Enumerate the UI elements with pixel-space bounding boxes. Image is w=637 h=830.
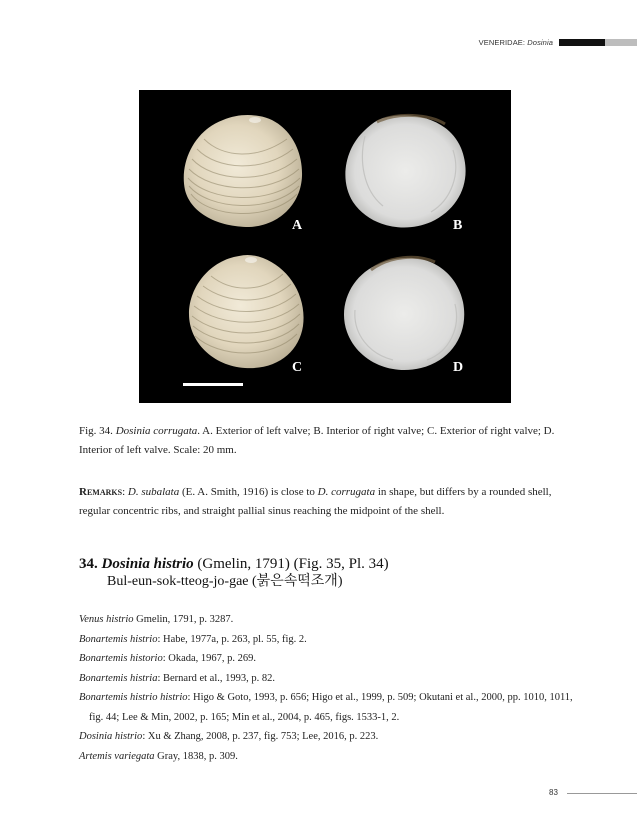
panel-label-a: A [292, 218, 303, 233]
synonym-entry: Venus histrio Gmelin, 1791, p. 3287. [79, 614, 234, 625]
synonym-entry: Bonartemis histria: Bernard et al., 1993, p. 82. [79, 672, 275, 684]
running-header-text: VENERIDAE: Dosinia [478, 37, 553, 47]
synonym-entry: Dosinia histrio: Xu & Zhang, 2008, p. 237, fig. 753; Lee, 2016, p. 223. [79, 731, 379, 742]
synonym-entry: Bonartemis histrio: Habe, 1977a, p. 263, pl. 55, fig. 2. [79, 633, 307, 645]
header-bar-gray [605, 39, 637, 46]
remarks-paragraph: Remarks: D. subalata (E. A. Smith, 1916) is close to D. corrugata in shape, but differs by a rounded shell, regular concentric ribs, and straight pallial sinus reaching the midpoint of the shell. [79, 486, 552, 517]
shell-figure [139, 90, 511, 403]
panel-label-d: D [453, 360, 464, 375]
synonym-entry: Artemis variegata Gray, 1838, p. 309. [79, 750, 238, 762]
figure-caption: Fig. 34. Dosinia corrugata. A. Exterior of left valve; B. Interior of right valve; C. Exterior of right valve; D. Interior of left valve. Scale: 20 mm. [79, 425, 555, 456]
page-number: 83 [549, 788, 558, 797]
species-heading: 34. Dosinia histrio (Gmelin, 1791) (Fig. 35, Pl. 34) [79, 556, 389, 572]
scale-bar [183, 383, 243, 386]
shell-b-interior [345, 115, 465, 227]
shell-photographs [139, 90, 511, 403]
shell-d-interior [344, 257, 464, 370]
shell-a-exterior [184, 115, 302, 227]
header-bar-black [559, 39, 605, 46]
panel-label-c: C [292, 360, 303, 375]
shell-c-exterior [189, 255, 304, 368]
synonym-entry: Bonartemis histrio histrio: Higo & Goto, 1993, p. 656; Higo et al., 1999, p. 509; Okutani et al., 2000, pp. 1010, 1011, fig. 44; Lee & Min, 2002, p. 165; Min et al., 2004, p. 465, figs. 1533-1, 2. [79, 692, 573, 723]
species-korean-name: Bul-eun-sok-tteog-jo-gae (붉은속떡조개) [107, 574, 343, 589]
synonym-entry: Bonartemis historio: Okada, 1967, p. 269. [79, 653, 257, 664]
page-number-rule [567, 793, 637, 794]
panel-label-b: B [453, 218, 463, 233]
synonymy-list [79, 610, 574, 766]
remarks-label: Remarks [79, 486, 123, 498]
running-header [479, 37, 637, 47]
